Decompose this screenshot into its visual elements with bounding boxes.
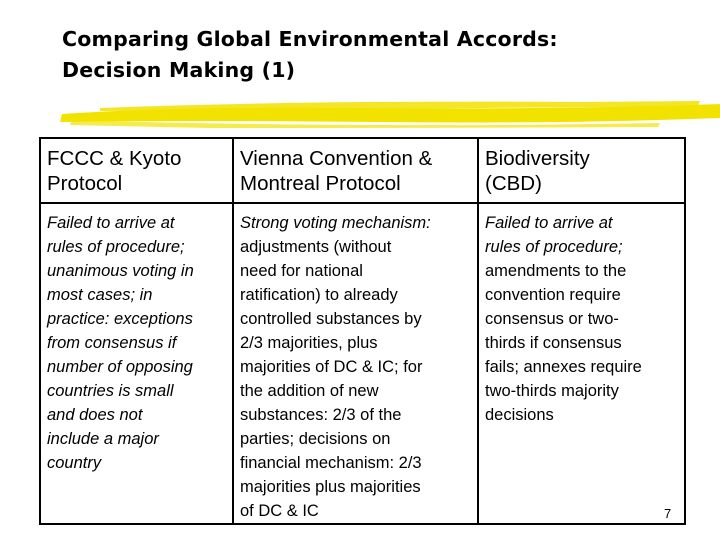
header-line: Montreal Protocol (240, 172, 401, 195)
slide-title-line-1: Comparing Global Environmental Accords: (62, 27, 558, 51)
header-biodiversity-cbd (478, 138, 685, 203)
header-fccc-kyoto (40, 138, 233, 203)
cell-line: consensus or two- (485, 310, 619, 328)
cell-line: 2/3 majorities, plus (240, 334, 378, 352)
cell-line: substances: 2/3 of the (240, 406, 402, 424)
table-header-row (40, 138, 685, 203)
cell-line: from consensus if (47, 334, 177, 352)
cell-line: fails; annexes require (485, 358, 642, 376)
cell-line: ratification) to already (240, 286, 398, 304)
header-line: Vienna Convention & (240, 147, 433, 170)
header-line: Biodiversity (485, 147, 590, 170)
cell-line: adjustments (without (240, 238, 392, 256)
header-vienna-montreal (233, 138, 478, 203)
header-line: FCCC & Kyoto (47, 147, 182, 170)
cell-line: two-thirds majority (485, 382, 619, 400)
cell-line: Failed to arrive at (485, 214, 613, 232)
cell-line: country (47, 454, 102, 472)
header-line: Protocol (47, 172, 123, 195)
slide-title-line-2: Decision Making (1) (62, 58, 296, 82)
cell-line: most cases; in (47, 286, 153, 304)
cell-line: number of opposing (47, 358, 193, 376)
cell-line: countries is small (47, 382, 174, 400)
cell-line: include a major (47, 430, 159, 448)
cell-vienna-montreal-decision (233, 203, 478, 524)
cell-line: and does not (47, 406, 143, 424)
cell-line: financial mechanism: 2/3 (240, 454, 422, 472)
cell-line: convention require (485, 286, 621, 304)
cell-biodiversity-decision (478, 203, 685, 524)
cell-line: Failed to arrive at (47, 214, 175, 232)
cell-line: practice: exceptions (47, 310, 193, 328)
header-line: (CBD) (485, 172, 542, 195)
cell-line: the addition of new (240, 382, 379, 400)
cell-line: rules of procedure; (47, 238, 185, 256)
title-underline-brush (60, 98, 720, 128)
cell-line: thirds if consensus (485, 334, 622, 352)
cell-line: decisions (485, 406, 554, 424)
cell-line: rules of procedure; (485, 238, 623, 256)
cell-line: parties; decisions on (240, 430, 391, 448)
cell-line: need for national (240, 262, 363, 280)
cell-fccc-kyoto-decision (40, 203, 233, 524)
cell-line: amendments to the (485, 262, 627, 280)
slide-title (62, 24, 558, 86)
cell-line: Strong voting mechanism: (240, 214, 431, 232)
comparison-table (39, 137, 686, 525)
cell-line: of DC & IC (240, 502, 319, 520)
cell-line: majorities of DC & IC; for (240, 358, 423, 376)
page-number: 7 (664, 506, 672, 521)
cell-line: controlled substances by (240, 310, 422, 328)
cell-line: majorities plus majorities (240, 478, 421, 496)
cell-line: unanimous voting in (47, 262, 194, 280)
table-row (40, 203, 685, 524)
